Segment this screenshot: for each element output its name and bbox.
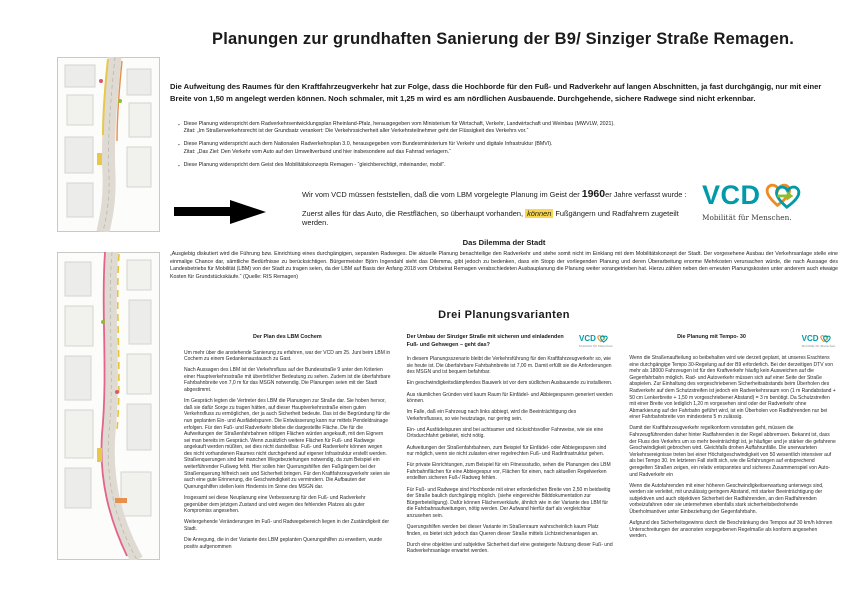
variant-column-umbau bbox=[407, 334, 614, 559]
column-paragraph: Aufgrund des Sicherheitsgewinns durch die Beschränkung des Tempos auf 30 km/h können Unterschreitungen der ansonsten vorgegebenen Regelmaße als konform angesehen werden. bbox=[629, 520, 833, 540]
bullet-text: Diese Planung widerspricht auch dem Nationalen Radverkehrsplan 3.0, herausgegeben vom Bundesministerium für Verkehr und digitale Infrastruktur (BMVI). bbox=[183, 141, 553, 148]
column-paragraph: Für Fuß- und Radwege sind Hochborde mit einer erforderlichen Breite von 2,50 m beidseitig der Straße baulich durchgängig möglich. (siehe eingereichte Bilddokumentation zur Bürgerbeteiligung). Dafür können Flächenverkäufe, ähnlich wie in der Variante des LBM für die Fahrbahnaufweitungen, nötig werden. Der Aufwand hierfür darf als vergleichbar anzusehen sein. bbox=[406, 486, 611, 519]
intro-paragraph: Die Aufweitung des Raumes für den Kraftfahrzeugverkehr hat zur Folge, dass die Hochborde für den Fuß- und Radverkehr auf langen Abschnitten, ja fast durchgängig, nur mit einer Breite von 1,50 m angelegt werden können. Noch schmaler, mit 1,25 m wird es am nördlichen Ausbauende. Durchgehende, sichere Radwege sind nicht erkennbar. bbox=[170, 82, 822, 104]
variant-column-lbm-plan bbox=[184, 334, 391, 559]
vcd-mini-logo: VCD Mobilität für Menschen. bbox=[578, 333, 614, 348]
column-paragraph: In diesem Planungsszenario bleibt die Verkehrsführung für den Kraftfahrzeugverkehr so, wie sie heute ist. Die überfahrbare Fahrbahnbreite ist 7,00 m. Damit erfüllt sie die Anforderungen des MSGN und ist bequem befahrbar. bbox=[406, 356, 612, 376]
bullet-quote: Zitat: „Das Ziel: Den Verkehr vom Auto auf den Umweltverbund und hier insbesondere auf das Fahrrad verlagern.“ bbox=[183, 148, 451, 155]
page-title: Planungen zur grundhaften Sanierung der B9/ Sinziger Straße Remagen. bbox=[211, 30, 795, 48]
column-paragraph: Ein geschwindigkeitsdämpfendes Bauwerk ist vor dem südlichen Ausbauende zu installieren. bbox=[406, 380, 613, 387]
column-paragraph: Im Gespräch legten die Vertreter des LBM die Planungen zur Straße dar. Sie hoben hervor, daß sie dafür Sorge zu tragen hätten, auf dieser Hauptverkehrsstraße einen guten Verkehrsfluss zu ermöglichen, der ja auch Sicherheit bedeute. Das ist die Begründung für die nun geplanten Ein- und Ausfädelspuren. Die Entwässerung kann nur mittels Pendeldrainage erfolgen. Für den Fuß- und Radverkehr bliebe die dargestellte Fläche. Die für die Aufweitungen der Straßenfahrbahnen nötigen Flächen würden angekauft, mit den Eignern sei man bereits im Gespräch. Wenn zusätzlich weitere Flächen für Fuß- und Radwege angekauft werden müßten, sei dies nicht darstellbar. Fuß- und Radverkehr können wegen des nicht vorhandenen Raumes nicht durchgehend auf eigener Infrastruktur erstellt werden. Straßenquerungen sind bei manchen Wegebeziehungen notwendig, da zum Beispiel ein weiterführender Fußweg fehlt. Hier sollen hier Querungshilfen den Fußgängern bei der Straßenquerung hilfreich sein und Sicherheit bringen. Für den Kraftfahrzeugverkehr seien sie auch eine gute Erinnerung, die Geschwindigkeit zu vermindern. Die Aufbauten der Querungshilfen stellen kein Hindernis im Sinne des MSGN dar. bbox=[184, 398, 390, 490]
column-paragraph: Wenn die Straßenaufteilung so beibehalten wird wie derzeit geplant, ist unseres Erachtens eine durchgängige Tempo 30-Regelung auf der B9 erforderlich. Bei der derzeitigen DTV von mehr als 18000 Fahrzeugen ist für den Kraftverkehr häufig kein Ausweichen auf die Gegenfahrbahn möglich. Rad- und Autoverkehr müssen sich auf einer Seite der Straße abspielen. Zur Einhaltung des vorgeschriebenen Sicherheitsabstands beim Überholen des Radverkehr auf dem Schutzstreifen ist jedoch ein Radverkehrsraum von (1 m Randabstand + 50 cm Lenkerbreite + 1,50 m vorgeschriebener Abstand) = 3 m benötigt. Da Schutzstreifen mit einer Breite von lediglich 1,20 m vorgesehen sind oder der Radverkehr ohne Abmarkierung auf der Fahrbahn geführt wird, ist ein Überholen von Radfahrenden nur bei einer Fahrbahnbreite von mindestens 5 m zulässig. bbox=[629, 355, 836, 421]
vcd-heart-icon bbox=[764, 180, 802, 210]
vcd-heart-icon bbox=[820, 334, 831, 343]
variant-column-tempo30 bbox=[629, 334, 836, 559]
bullet-quote: Zitat: „Im Straßenverkehrsrecht ist der Grundsatz verankert: Die Verkehrssicherheit aller Verkehrsteilnehmer geht der Flüssigkeit des Verkehrs vor.“ bbox=[183, 128, 529, 135]
dilemma-heading: Das Dilemma der Stadt bbox=[462, 238, 546, 247]
highlighted-word: können bbox=[527, 209, 552, 219]
statement-line-1: Wir vom VCD müssen feststellen, daß die vom LBM vorgelegte Planung im Geist der 1960er Jahre verfasst wurde : bbox=[302, 188, 687, 200]
column-paragraph: Die Anregung, die in der Variante des LBM geplanten Querungshilfen zu erweitern, wurde positiv aufgenommen bbox=[184, 536, 383, 550]
arrow-right-icon bbox=[174, 200, 266, 224]
bullet-item bbox=[178, 141, 834, 156]
bullet-icon: ▪ bbox=[178, 122, 180, 127]
bullet-text: Diese Planung widerspricht dem Geist des Mobilitätskonzepts Remagen - “gleichberechtigt, miteinander, mobil”. bbox=[183, 161, 446, 168]
vcd-statement-text bbox=[302, 188, 699, 236]
statement-line-2: Zuerst alles für das Auto, die Restflächen, so überhaupt vorhanden, können Fußgängern und Radfahrern zugeteilt werden. bbox=[302, 209, 679, 228]
bullet-icon: ▪ bbox=[178, 142, 180, 148]
vcd-heart-icon bbox=[597, 334, 608, 343]
variants-heading: Drei Planungsvarianten bbox=[438, 309, 570, 321]
column-paragraph: Insgesamt sei diese Neuplanung eine Verbesserung für den Fuß- und Radverkehr gegenüber dem jetzigen Zustand und wird wegen des fehlenden Platzes als guter Kompromiss angesehen. bbox=[184, 494, 366, 515]
bullet-item bbox=[178, 121, 834, 136]
bullet-list bbox=[178, 121, 834, 175]
column-paragraph: Querungshilfen werden bei dieser Variante im Straßenraum wahrscheinlich kaum Platz finden, es bietet sich jedoch das Queren dieser Straße mittels Lichtzeichenanlagen an. bbox=[406, 524, 599, 537]
column-paragraph: Weitergehende Veränderungen im Fuß- und Radwegebereich liegen in der Zuständigkeit der Stadt. bbox=[184, 519, 390, 532]
dilemma-text: „Ausgiebig diskutiert wird die Führung bzw. Einrichtung eines durchgängigen, separaten Radweges. Die aktuelle Planung benachteilige den Radverkehr und stehe somit nicht im Einklang mit dem Mobilitätskonzept der Stadt. Der vorgesehene Ausbau der Verkehrsanlage stelle eine einmalige Chance dar, sämtliche Bedürfnisse zu berücksichtigen. Bürgermeister Björn Ingendahl sieht das Dilemma, gibt jedoch zu bedenken, dass ein Stopp der vorliegenden Planung und deren Überarbeitung enorme Mehrkosten verursachen würde, die nach Aussage des Landesbetriebs für Mobilität (LBM) von der Stadt zu tragen seien, da der LBM auf Basis der Anfang 2018 vom Ortsbeirat Remagen verabschiedeten Ausbauplanung die Planung weiter vorangetrieben hat. Hierzu zählen neben den erneuten Planungskosten unter anderem auch etwaige Kosten für Grundstückskäufe.“ (Quelle: RIS Remagen) bbox=[170, 251, 838, 280]
column-paragraph: Wenn die Autofahrenden mit einer höheren Geschwindigkeitserwartung unterwegs sind, werden sie verleitet, mit unzulässig geringem Abstand, mit starker Beeinträchtigung der subjektiven und auch objektiven Sicherheit der Radfahrenden, an den Radfahrenden vorbeizufahren oder sie unternehmen ebenfalls stark sicherheitsbedrohende Überholmanöver unter Einbeziehung der Gegenfahrbahn. bbox=[629, 482, 824, 516]
vcd-wordmark: VCD bbox=[702, 179, 761, 210]
column-paragraph: Durch eine objektive und subjektive Sicherheit darf eine gesteigerte Nutzung dieser Fuß- und Radverkehrsanlage erwartet werden. bbox=[406, 541, 613, 555]
column-title: Die Planung mit Tempo- 30 bbox=[677, 334, 746, 340]
vcd-logo bbox=[702, 180, 832, 222]
column-title: Der Plan des LBM Cochem bbox=[253, 334, 322, 340]
vcd-tagline: Mobilität für Menschen. bbox=[702, 213, 792, 222]
column-paragraph: Für private Einrichtungen, zum Beispiel für ein Fitnessstudio, sehen die Planungen des LBM Fahrbahnflächen für eine Abbiegespur vor, Flächen für einen, nach aktuellen Regelwerken erstellten sicheren Fuß-/ Radweg fehlen. bbox=[406, 462, 611, 482]
column-title: Der Umbau der Sinziger Straße mit sicheren und einladenden Fuß- und Gehwegen – geht das? bbox=[406, 334, 564, 348]
year-emphasis: 1960 bbox=[581, 188, 606, 200]
vcd-mini-logo: VCD Mobilität für Menschen. bbox=[801, 333, 837, 348]
column-paragraph: Aus räumlichen Gründen wird kaum Raum für Einfädel- und Abbiegespuren generiert werden können. bbox=[406, 391, 613, 405]
column-paragraph: Nach Aussagen des LBM ist der Verkehrsfluss auf der Bundesstraße 9 unter den Kriterien einer Hauptverkehrsstraße mit überörtlicher Bedeutung zu sehen. Zudem ist die überfahrbare Fahrbahnbreite von 7,0 m für das MSGN notwendig. Die Planungen seien mit der Stadt abgestimmt. bbox=[184, 367, 391, 394]
road-plan-drawing-top bbox=[57, 57, 160, 232]
column-paragraph: Um mehr über die anstehende Sanierung zu erfahren, war der VCD am 25. Juni beim LBM in Cochem zu einem Gedankenaustausch zu Gast. bbox=[184, 349, 391, 363]
vcd-statement-block bbox=[174, 188, 699, 236]
column-paragraph: Ein- und Ausfädelspuren sind bei achtsamer und rücksichtsvoller Fahrweise, wie sie eine Ortsdurchfahrt gebietet, nicht nötig. bbox=[406, 426, 604, 440]
column-paragraph: Im Falle, daß ein Fahrzeug nach links abbiegt, wird die Beeinträchtigung des Verkehrsflusses, so wie heutzutage, nur gering sein. bbox=[406, 409, 577, 422]
bullet-item bbox=[178, 162, 834, 169]
column-paragraph: Damit der Kraftfahrzeugverkehr regelkonform vonstatten geht, müssen die Fahrzeugführenden daher hinter Radfahrenden in der Regel abbremsen. Bekannt ist, dass der Fluss des Verkehrs um so mehr beeinträchtigt ist, je häufiger und je stärker die gefahrene Geschwindigkeit gebrochen wird. Gleichfalls drohen Auffahrunfälle. Die unerwarteten Verkehrsereignisse treten bei einer Höchstgeschwindigkeit von 50 wesentlich intensiver auf als bei Tempo 30. Im letzteren Fall stellt sich, wie die Erfahrungen auf entsprechend geregelten Straßen zeigen, ein relativ entspanntes und sicheres Zusammenspiel von Auto- und Radverkehr ein bbox=[629, 425, 836, 478]
variants-columns bbox=[184, 334, 836, 559]
column-paragraph: Aufweitungen der Straßenfahrbahnen, zum Beispiel für Einfädel- oder Abbiegespuren sind nur möglich, wenn sie nicht zulasten einer regelrechten Fuß- und Radinfrastruktur gehen. bbox=[406, 444, 607, 458]
dilemma-section bbox=[170, 238, 838, 281]
bullet-icon: ▪ bbox=[178, 162, 180, 168]
bullet-text: Diese Planung widerspricht dem Radverkehrsentwicklungsplan Rheinland-Pfalz, herausgegeben vom Ministerium für Wirtschaft, Verkehr, Landwirtschaft und Weinbau (MWVLW, 2021). bbox=[183, 121, 615, 127]
road-plan-drawing-bottom bbox=[57, 252, 160, 560]
